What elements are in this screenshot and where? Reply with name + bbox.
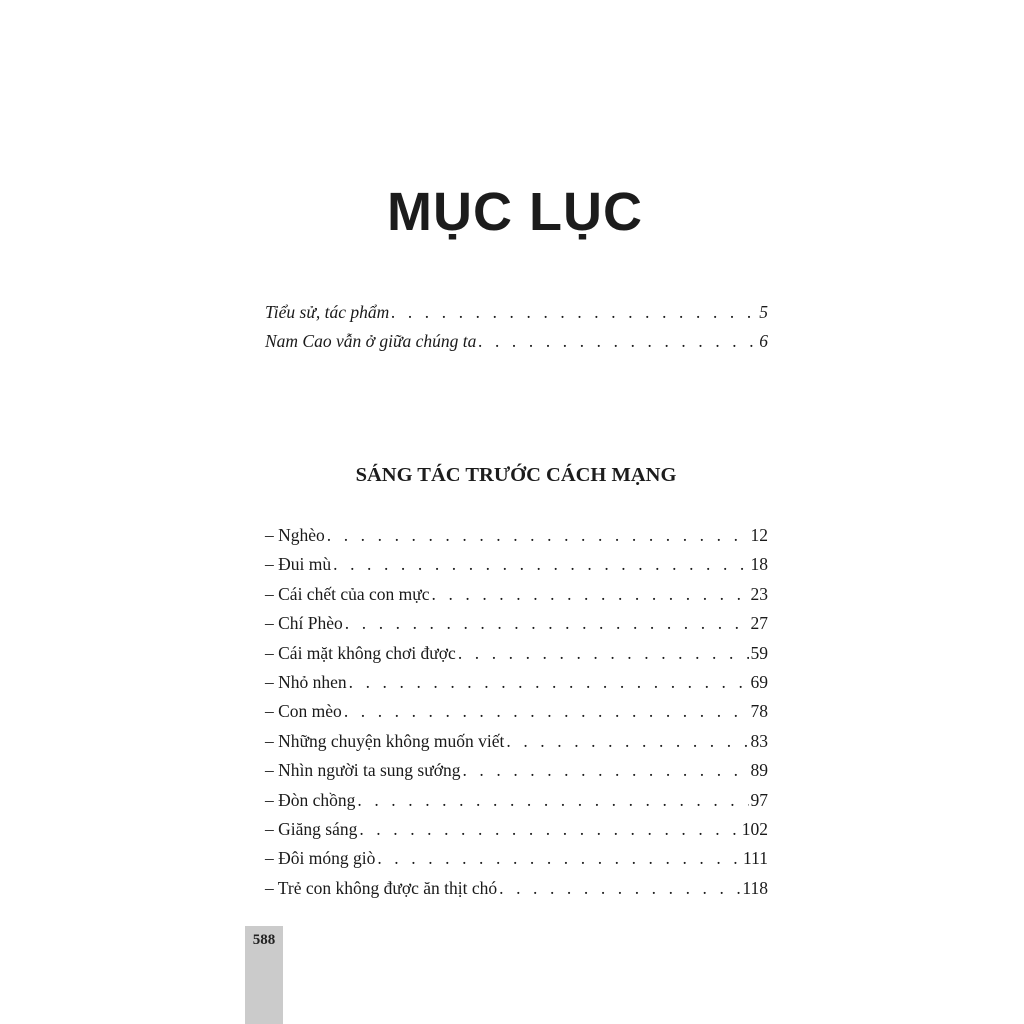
toc-entry-title: Tiểu sử, tác phẩm	[265, 302, 390, 322]
toc-entry-title: – Trẻ con không được ăn thịt chó	[265, 877, 498, 898]
toc-entry	[265, 521, 768, 550]
toc-entry-title: – Đòn chồng	[265, 789, 356, 810]
toc-entry-page: 102	[741, 818, 768, 839]
toc-entry-page: 23	[750, 583, 768, 604]
toc-entry-title: – Con mèo	[265, 701, 342, 722]
toc-entry	[265, 639, 768, 668]
dot-leader	[333, 550, 748, 579]
page-number: 588	[252, 932, 276, 948]
toc-entry-title: – Nhỏ nhen	[265, 671, 347, 692]
toc-entry-title: – Nghèo	[265, 525, 325, 545]
toc-entry-title: – Đui mù	[265, 554, 332, 575]
toc-entry	[265, 727, 768, 756]
toc-entry	[265, 298, 768, 327]
toc-entry	[265, 327, 768, 356]
toc-entry	[265, 844, 768, 873]
page-number-tab	[245, 926, 283, 1024]
page-title: MỤC LỤC	[387, 182, 643, 242]
toc-entry-page: 27	[750, 613, 768, 634]
toc-entry-page: 78	[750, 701, 768, 722]
dot-leader	[327, 521, 749, 550]
toc-entry	[265, 874, 768, 903]
toc-entry-page: 97	[750, 789, 768, 810]
toc-entry-title: – Cái mặt không chơi được	[265, 642, 456, 663]
toc-entry-page: 18	[750, 554, 768, 575]
toc-entry	[265, 580, 768, 609]
dot-leader	[478, 327, 757, 356]
dot-leader	[432, 580, 749, 609]
dot-leader	[506, 727, 748, 756]
toc-entry	[265, 815, 768, 844]
toc-entry-page: 118	[742, 877, 768, 898]
section-heading: SÁNG TÁC TRƯỚC CÁCH MẠNG	[355, 464, 677, 486]
toc-entry	[265, 697, 768, 726]
toc-entry-page: 69	[750, 671, 768, 692]
dot-leader	[462, 756, 748, 785]
toc-entry-title: – Nhìn người ta sung sướng	[265, 760, 461, 781]
toc-entry-title: – Giăng sáng	[265, 818, 358, 839]
dot-leader	[458, 639, 749, 668]
intro-contents-list	[265, 298, 768, 357]
toc-entry-page: 59	[750, 642, 768, 663]
dot-leader	[499, 874, 740, 903]
dot-leader	[377, 844, 741, 873]
contents-list	[265, 521, 768, 903]
toc-entry-page: 89	[750, 760, 768, 781]
toc-entry-title: – Đôi móng giò	[265, 848, 376, 869]
toc-entry-page: 6	[759, 331, 768, 352]
toc-entry	[265, 668, 768, 697]
toc-entry-title: Nam Cao vẫn ở giữa chúng ta	[265, 331, 477, 352]
dot-leader	[345, 609, 749, 638]
dot-leader	[359, 815, 739, 844]
toc-entry-page: 111	[743, 848, 768, 869]
dot-leader	[391, 298, 757, 327]
dot-leader	[357, 786, 748, 815]
toc-entry-title: – Chí Phèo	[265, 613, 343, 634]
toc-entry	[265, 550, 768, 579]
toc-entry-title: – Những chuyện không muốn viết	[265, 730, 505, 751]
dot-leader	[344, 697, 749, 726]
toc-entry	[265, 609, 768, 638]
toc-entry	[265, 786, 768, 815]
toc-entry	[265, 756, 768, 785]
toc-entry-page: 12	[750, 525, 768, 545]
toc-entry-title: – Cái chết của con mực	[265, 583, 430, 604]
toc-entry-page: 5	[759, 302, 768, 322]
dot-leader	[349, 668, 749, 697]
toc-entry-page: 83	[750, 730, 768, 751]
